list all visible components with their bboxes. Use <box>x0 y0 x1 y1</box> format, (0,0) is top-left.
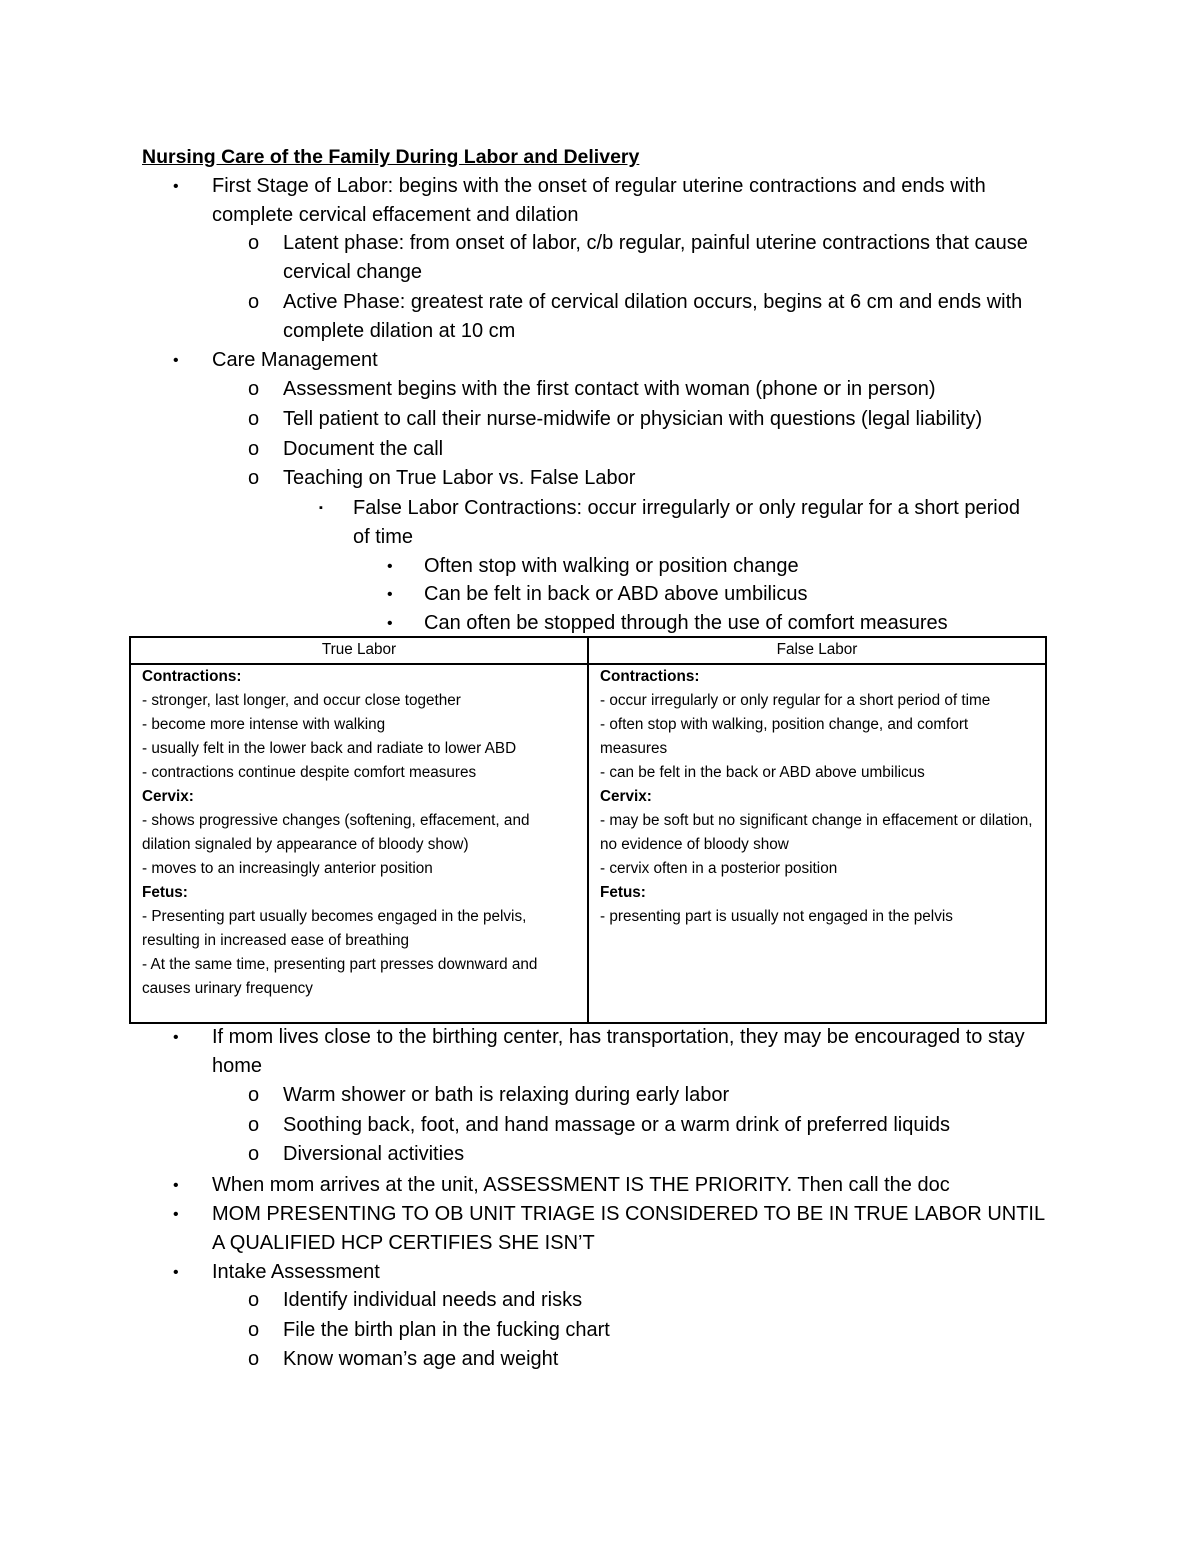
teaching-item: Teaching on True Labor vs. False Labor <box>283 467 636 489</box>
cell-line: - become more intense with walking <box>142 716 386 733</box>
needs-risks-item: Identify individual needs and risks <box>283 1289 583 1311</box>
circle-marker: o <box>248 438 260 460</box>
birth-plan-item: File the birth plan in the fucking chart <box>283 1319 610 1341</box>
bullet-marker: • <box>387 586 393 603</box>
circle-marker: o <box>248 1348 260 1370</box>
cell-section-head: Contractions: <box>142 668 242 685</box>
bullet-marker: • <box>173 1206 179 1223</box>
cell-line: - Presenting part usually becomes engaged in the pelvis, resulting in increased ease of breathing <box>142 908 527 949</box>
circle-marker: o <box>248 1114 260 1136</box>
circle-marker: o <box>248 1084 260 1106</box>
table-row <box>130 664 1046 1023</box>
cell-line: - At the same time, presenting part presses downward and causes urinary frequency <box>142 956 538 997</box>
cell-section-head: Fetus: <box>142 884 188 901</box>
circle-marker: o <box>248 1289 260 1311</box>
cell-line: - often stop with walking, position change, and comfort measures <box>600 716 969 757</box>
first-stage-item: First Stage of Labor: begins with the onset of regular uterine contractions and ends with complete cervical effacement and dilation <box>212 175 986 227</box>
bullet-marker: • <box>387 558 393 575</box>
intake-assessment-item: Intake Assessment <box>212 1261 380 1283</box>
cell-line: - can be felt in the back or ABD above umbilicus <box>600 764 925 781</box>
cell-line: - presenting part is usually not engaged in the pelvis <box>600 908 953 925</box>
comfort-item: Can often be stopped through the use of comfort measures <box>424 612 948 634</box>
stop-walking-item: Often stop with walking or position change <box>424 555 799 577</box>
cell-line: - may be soft but no significant change in effacement or dilation, no evidence of bloody show <box>600 812 1033 853</box>
false-labor-cell <box>588 664 1046 1023</box>
square-marker: ▪ <box>319 502 323 514</box>
false-labor-header: False Labor <box>588 637 1046 664</box>
massage-item: Soothing back, foot, and hand massage or a warm drink of preferred liquids <box>283 1114 951 1136</box>
bullet-marker: • <box>173 178 179 195</box>
cell-line: - usually felt in the lower back and radiate to lower ABD <box>142 740 517 757</box>
triage-item: MOM PRESENTING TO OB UNIT TRIAGE IS CONSIDERED TO BE IN TRUE LABOR UNTIL A QUALIFIED HCP CERTIFIES SHE ISN’T <box>212 1203 1045 1255</box>
circle-marker: o <box>248 408 260 430</box>
circle-marker: o <box>248 1319 260 1341</box>
cell-section-head: Cervix: <box>142 788 194 805</box>
circle-marker: o <box>248 291 260 313</box>
bullet-marker: • <box>173 1029 179 1046</box>
circle-marker: o <box>248 378 260 400</box>
tell-patient-item: Tell patient to call their nurse-midwife or physician with questions (legal liability) <box>283 408 983 430</box>
cell-line: - contractions continue despite comfort measures <box>142 764 477 781</box>
true-labor-header: True Labor <box>130 637 588 664</box>
diversional-item: Diversional activities <box>283 1143 465 1165</box>
cell-line: - moves to an increasingly anterior position <box>142 860 433 877</box>
true-labor-cell <box>130 664 588 1023</box>
bullet-marker: • <box>173 352 179 369</box>
felt-back-item: Can be felt in back or ABD above umbilicus <box>424 583 808 605</box>
cell-section-head: Contractions: <box>600 668 700 685</box>
bullet-marker: • <box>173 1264 179 1281</box>
cell-section-head: Fetus: <box>600 884 646 901</box>
cell-line: - stronger, last longer, and occur close together <box>142 692 461 709</box>
latent-phase-item: Latent phase: from onset of labor, c/b regular, painful uterine contractions that cause cervical change <box>283 232 1028 284</box>
cell-line: - cervix often in a posterior position <box>600 860 838 877</box>
lives-close-item: If mom lives close to the birthing center, has transportation, they may be encouraged to stay home <box>212 1026 1025 1078</box>
bullet-marker: • <box>387 615 393 632</box>
circle-marker: o <box>248 232 260 254</box>
age-weight-item: Know woman’s age and weight <box>283 1348 559 1370</box>
warm-shower-item: Warm shower or bath is relaxing during early labor <box>283 1084 730 1106</box>
bullet-marker: • <box>173 1177 179 1194</box>
cell-line: - occur irregularly or only regular for a short period of time <box>600 692 991 709</box>
active-phase-item: Active Phase: greatest rate of cervical dilation occurs, begins at 6 cm and ends with complete dilation at 10 cm <box>283 291 1023 343</box>
false-contractions-item: False Labor Contractions: occur irregularly or only regular for a short period of time <box>353 497 1020 549</box>
arrives-item: When mom arrives at the unit, ASSESSMENT IS THE PRIORITY. Then call the doc <box>212 1174 950 1196</box>
assessment-item: Assessment begins with the first contact with woman (phone or in person) <box>283 378 936 400</box>
care-management-item: Care Management <box>212 349 378 371</box>
circle-marker: o <box>248 1143 260 1165</box>
cell-line: - shows progressive changes (softening, effacement, and dilation signaled by appearance of bloody show) <box>142 812 530 853</box>
document-title: Nursing Care of the Family During Labor and Delivery <box>142 146 640 168</box>
labor-comparison-table <box>129 636 1047 1024</box>
circle-marker: o <box>248 467 260 489</box>
document-call-item: Document the call <box>283 438 444 460</box>
table-header-row <box>130 637 1046 664</box>
cell-section-head: Cervix: <box>600 788 652 805</box>
